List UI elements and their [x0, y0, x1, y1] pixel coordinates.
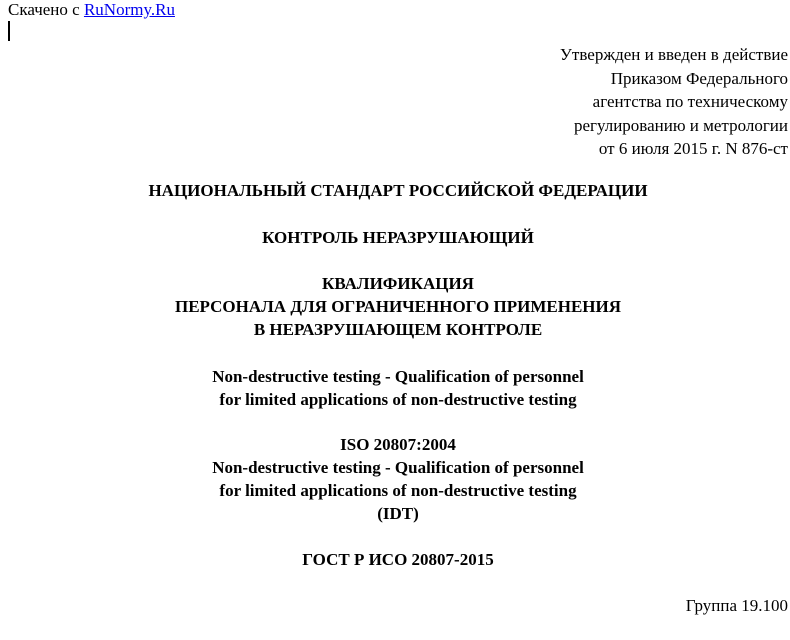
iso-line: for limited applications of non-destructive testing: [219, 481, 577, 500]
gost-heading: [0, 548, 790, 571]
source-link[interactable]: RuNormy.Ru: [83, 0, 175, 19]
national-standard-heading: [0, 179, 790, 202]
title-heading: [0, 272, 790, 341]
approval-line: Утвержден и введен в действие: [559, 45, 788, 64]
group-label: Группа 19.100: [685, 596, 788, 615]
english-title: [0, 365, 790, 411]
title-line: В НЕРАЗРУШАЮЩЕМ КОНТРОЛЕ: [253, 320, 543, 339]
title-line: КВАЛИФИКАЦИЯ: [322, 274, 474, 293]
iso-reference: [0, 433, 790, 525]
approval-line: агентства по техническому: [592, 92, 788, 111]
title-line: ПЕРСОНАЛА ДЛЯ ОГРАНИЧЕННОГО ПРИМЕНЕНИЯ: [174, 297, 622, 316]
gost-text: ГОСТ Р ИСО 20807-2015: [302, 550, 494, 569]
source-line: [8, 0, 175, 20]
text-cursor: [8, 21, 10, 41]
subject-text: КОНТРОЛЬ НЕРАЗРУШАЮЩИЙ: [262, 228, 534, 247]
english-title-line: Non-destructive testing - Qualification of personnel: [212, 367, 584, 386]
iso-line: (IDT): [377, 504, 419, 523]
approval-line: регулированию и метрологии: [573, 115, 788, 135]
iso-line: ISO 20807:2004: [340, 435, 456, 454]
approval-line: от 6 июля 2015 г. N 876-ст: [598, 139, 788, 158]
source-prefix: Скачено с: [8, 0, 80, 19]
approval-line: Приказом Федерального: [610, 68, 788, 88]
approval-block: [560, 43, 788, 161]
iso-line: Non-destructive testing - Qualification of personnel: [212, 458, 584, 477]
subject-heading: [0, 226, 790, 249]
national-standard-text: НАЦИОНАЛЬНЫЙ СТАНДАРТ РОССИЙСКОЙ ФЕДЕРАЦИИ: [148, 181, 648, 200]
english-title-line: for limited applications of non-destructive testing: [219, 390, 577, 409]
